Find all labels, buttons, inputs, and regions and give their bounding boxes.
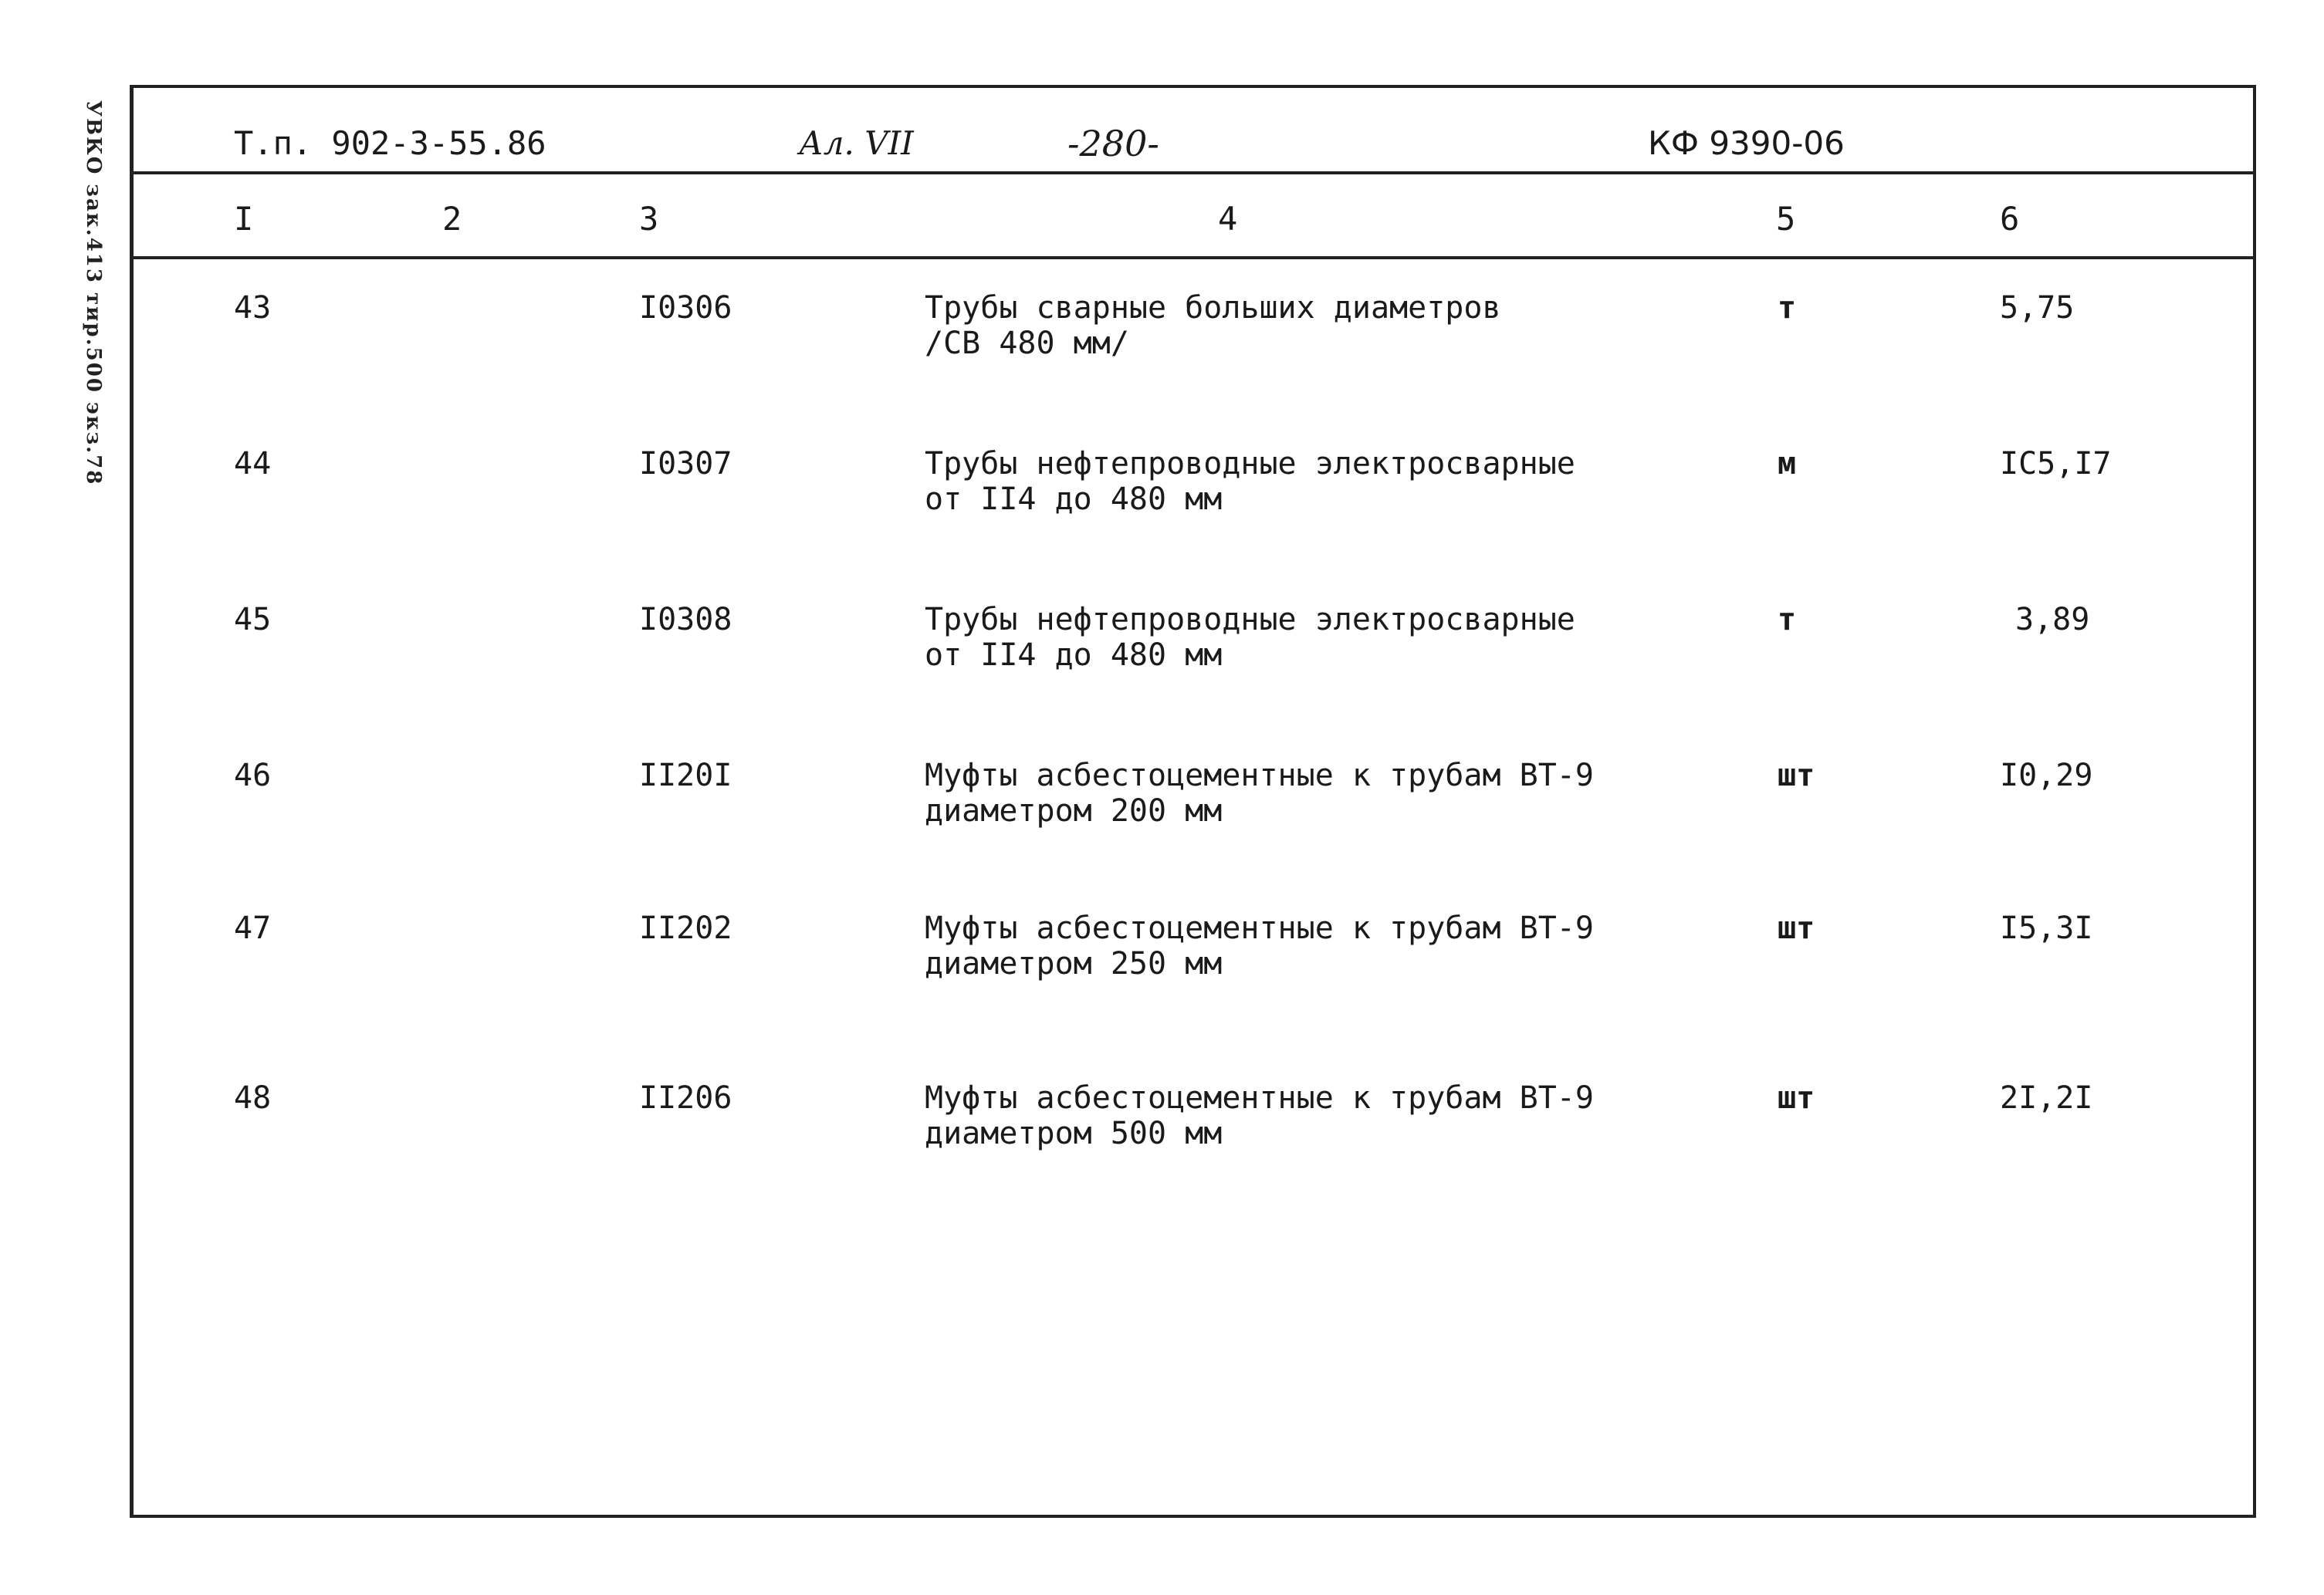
row-value: 5,75 (2000, 290, 2075, 326)
row-code: II202 (639, 911, 732, 946)
document-code: КФ 9390-06 (1648, 124, 1845, 162)
document-frame (130, 85, 2256, 1518)
row-number: 47 (234, 911, 272, 946)
row-unit: м (1778, 446, 1797, 482)
column-header-2: 2 (442, 200, 462, 238)
column-header-4: 4 (1218, 200, 1238, 238)
row-value: IС5,I7 (2000, 446, 2112, 482)
table-row (134, 1080, 2253, 1173)
column-header-5: 5 (1776, 200, 1796, 238)
table-row (134, 290, 2253, 383)
row-code: II20I (639, 758, 732, 793)
table-row (134, 602, 2253, 694)
row-number: 44 (234, 446, 272, 482)
row-value: I5,3I (2000, 911, 2093, 946)
row-number: 43 (234, 290, 272, 326)
row-value: I0,29 (2000, 758, 2093, 793)
table-row (134, 446, 2253, 539)
row-description: Трубы нефтепроводные электросварные от II4 до 480 мм (925, 602, 1575, 673)
header-divider (134, 171, 2253, 174)
row-unit: шт (1778, 911, 1815, 946)
column-header-6: 6 (2000, 200, 2020, 238)
row-unit: шт (1778, 1080, 1815, 1116)
row-description: Муфты асбестоцементные к трубам ВТ-9 диаметром 500 мм (925, 1080, 1594, 1151)
row-description: Муфты асбестоцементные к трубам ВТ-9 диаметром 200 мм (925, 758, 1594, 829)
row-number: 48 (234, 1080, 272, 1116)
table-row (134, 758, 2253, 850)
page-number: -280- (1067, 123, 1159, 164)
sheet-label: Ал. VII (799, 124, 914, 162)
row-unit: шт (1778, 758, 1815, 793)
column-header-1: I (234, 200, 254, 238)
column-header-3: 3 (639, 200, 659, 238)
column-header-divider (134, 256, 2253, 259)
row-value: 2I,2I (2000, 1080, 2093, 1116)
row-number: 46 (234, 758, 272, 793)
row-code: I0307 (639, 446, 732, 482)
row-description: Трубы сварные больших диаметров /СВ 480 мм/ (925, 290, 1501, 361)
row-description: Трубы нефтепроводные электросварные от II4 до 480 мм (925, 446, 1575, 517)
row-unit: т (1778, 290, 1797, 326)
row-description: Муфты асбестоцементные к трубам ВТ-9 диаметром 250 мм (925, 911, 1594, 982)
row-unit: т (1778, 602, 1797, 637)
row-code: I0306 (639, 290, 732, 326)
row-code: II206 (639, 1080, 732, 1116)
row-code: I0308 (639, 602, 732, 637)
row-number: 45 (234, 602, 272, 637)
row-value: 3,89 (2015, 602, 2090, 637)
side-stamp: УВКО зак.413 тир.500 экз.78 (82, 100, 105, 486)
table-row (134, 911, 2253, 1003)
project-number: Т.п. 902-3-55.86 (234, 124, 546, 162)
